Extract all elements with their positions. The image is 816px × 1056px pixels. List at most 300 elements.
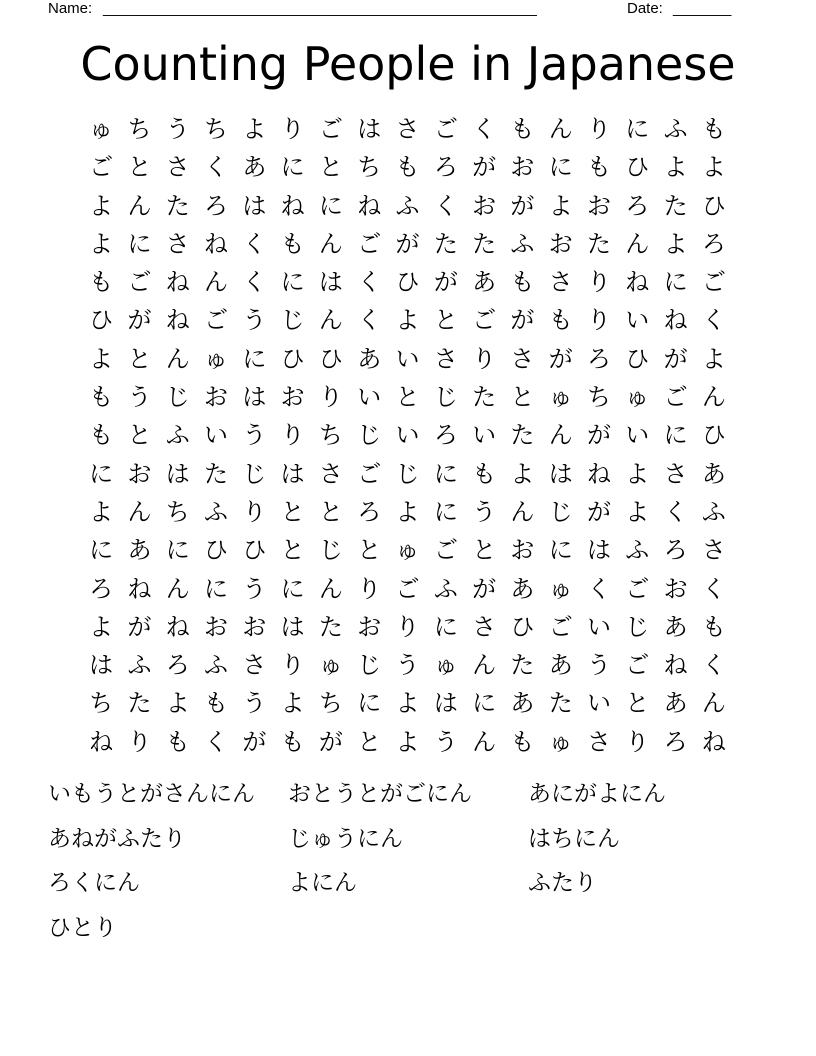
grid-cell[interactable]: よ [701, 153, 726, 182]
grid-cell[interactable]: く [242, 268, 267, 297]
grid-cell[interactable]: よ [510, 459, 535, 488]
grid-cell[interactable]: に [89, 459, 114, 488]
grid-cell[interactable]: よ [625, 459, 650, 488]
grid-cell[interactable]: い [625, 306, 650, 335]
grid-cell[interactable]: い [625, 421, 650, 450]
word-list-item: ろくにん [48, 870, 140, 896]
date-label: Date: [627, 0, 663, 17]
grid-cell[interactable]: ご [127, 268, 152, 297]
grid-cell[interactable]: ゅ [395, 536, 420, 565]
grid-cell[interactable]: さ [242, 651, 267, 680]
grid-cell[interactable]: も [280, 229, 305, 258]
grid-cell[interactable]: も [510, 115, 535, 143]
grid-cell[interactable]: も [548, 306, 573, 335]
grid-cell[interactable]: あ [510, 574, 535, 603]
grid-cell[interactable]: ご [395, 574, 420, 603]
grid-cell[interactable]: ね [165, 612, 190, 641]
grid-cell[interactable]: い [395, 344, 420, 373]
grid-cell[interactable]: よ [165, 689, 190, 718]
grid-cell[interactable]: い [357, 383, 382, 412]
grid-cell[interactable]: り [587, 306, 611, 335]
grid-cell[interactable]: ご [433, 536, 458, 565]
grid-cell[interactable]: り [587, 115, 611, 143]
grid-cell[interactable]: ち [127, 115, 152, 143]
grid-cell[interactable]: と [510, 383, 535, 412]
grid-cell[interactable]: ひ [242, 536, 267, 565]
word-list-item: じゅうにん [288, 825, 403, 852]
grid-cell[interactable]: ち [318, 689, 343, 718]
grid-cell[interactable]: り [357, 574, 382, 603]
grid-cell[interactable]: が [127, 306, 152, 335]
grid-cell[interactable]: に [663, 268, 688, 297]
grid-cell[interactable]: ろ [357, 497, 382, 526]
grid-cell[interactable]: も [165, 727, 190, 756]
grid-cell[interactable]: ん [165, 344, 190, 373]
grid-cell[interactable]: た [127, 689, 152, 718]
grid-cell[interactable]: と [127, 153, 152, 182]
grid-cell[interactable]: ふ [204, 497, 229, 526]
grid-cell[interactable]: さ [587, 727, 611, 756]
grid-cell[interactable]: が [587, 421, 611, 450]
grid-cell[interactable]: に [433, 497, 458, 526]
grid-cell[interactable]: り [625, 727, 650, 756]
grid-cell[interactable]: が [472, 574, 497, 603]
grid-cell[interactable]: ご [472, 306, 497, 335]
grid-cell[interactable]: ゅ [433, 651, 458, 680]
grid-cell[interactable]: と [318, 153, 343, 182]
grid-cell[interactable]: に [165, 536, 190, 565]
grid-cell[interactable]: り [395, 612, 420, 641]
grid-cell[interactable]: よ [280, 689, 305, 718]
grid-cell[interactable]: じ [318, 536, 343, 565]
grid-cell[interactable]: は [165, 459, 190, 488]
grid-cell[interactable]: ゅ [318, 651, 343, 680]
grid-cell[interactable]: ふ [204, 651, 229, 680]
grid-cell[interactable]: う [395, 651, 420, 680]
grid-cell[interactable]: お [587, 191, 611, 220]
grid-cell[interactable]: に [663, 421, 688, 450]
grid-cell[interactable]: に [472, 689, 497, 718]
grid-cell[interactable]: は [89, 651, 114, 680]
grid-cell[interactable]: さ [663, 459, 688, 488]
grid-cell[interactable]: り [587, 268, 611, 297]
date-blank-line: _______ [673, 0, 732, 17]
grid-cell[interactable]: に [280, 574, 305, 603]
grid-cell[interactable]: と [127, 344, 152, 373]
grid-cell[interactable]: ご [89, 153, 114, 182]
grid-cell[interactable]: が [663, 344, 688, 373]
grid-cell[interactable]: ろ [433, 421, 458, 450]
grid-cell[interactable]: さ [510, 344, 535, 373]
grid-cell[interactable]: ん [318, 574, 343, 603]
grid-cell[interactable]: ひ [701, 191, 726, 220]
grid-cell[interactable]: く [357, 268, 382, 297]
grid-cell[interactable]: も [701, 115, 726, 143]
grid-cell[interactable]: り [318, 383, 343, 412]
grid-cell[interactable]: ひ [204, 536, 229, 565]
grid-cell[interactable]: よ [242, 115, 267, 143]
word-list-item: あねがふたり [48, 825, 186, 852]
grid-cell[interactable]: ん [127, 497, 152, 526]
word-list-item: いもうとがさんにん [48, 781, 255, 807]
grid-cell[interactable]: じ [165, 383, 190, 412]
grid-cell[interactable]: よ [625, 497, 650, 526]
grid-cell[interactable]: ち [165, 497, 190, 526]
grid-cell[interactable]: じ [242, 459, 267, 488]
grid-cell[interactable]: ひ [510, 612, 535, 641]
grid-cell[interactable]: ち [318, 421, 343, 450]
grid-cell[interactable]: さ [433, 344, 458, 373]
grid-cell[interactable]: う [242, 689, 267, 718]
grid-cell[interactable]: に [204, 574, 229, 603]
grid-cell[interactable]: ゅ [204, 344, 229, 373]
grid-cell[interactable]: ち [357, 153, 382, 182]
grid-cell[interactable]: じ [357, 421, 382, 450]
grid-cell[interactable]: と [357, 536, 382, 565]
grid-cell[interactable]: く [433, 191, 458, 220]
grid-cell[interactable]: が [510, 306, 535, 335]
grid-cell[interactable]: と [625, 689, 650, 718]
grid-cell[interactable]: も [89, 383, 114, 412]
grid-cell[interactable]: ご [548, 612, 573, 641]
grid-cell[interactable]: よ [701, 344, 726, 373]
grid-cell[interactable]: と [127, 421, 152, 450]
grid-cell[interactable]: く [357, 306, 382, 335]
grid-cell[interactable]: と [280, 536, 305, 565]
grid-cell[interactable]: は [280, 612, 305, 641]
grid-cell[interactable]: あ [701, 459, 726, 488]
grid-cell[interactable]: ふ [127, 651, 152, 680]
grid-cell[interactable]: ゅ [625, 383, 650, 412]
grid-cell[interactable]: さ [395, 115, 420, 143]
grid-cell[interactable]: う [242, 306, 267, 335]
grid-cell[interactable]: さ [472, 612, 497, 641]
grid-cell[interactable]: ん [510, 497, 535, 526]
grid-cell[interactable]: は [242, 383, 267, 412]
grid-cell[interactable]: ゅ [548, 574, 573, 603]
grid-cell[interactable]: ん [127, 191, 152, 220]
grid-cell[interactable]: よ [395, 689, 420, 718]
word-list-item: あにがよにん [528, 781, 666, 807]
grid-cell[interactable]: よ [89, 229, 114, 258]
grid-cell[interactable]: お [204, 383, 229, 412]
grid-cell[interactable]: お [204, 612, 229, 641]
grid-cell[interactable]: じ [625, 612, 650, 641]
grid-cell[interactable]: あ [242, 153, 267, 182]
grid-cell[interactable]: ろ [587, 344, 611, 373]
grid-cell[interactable]: よ [663, 153, 688, 182]
grid-cell[interactable]: が [395, 229, 420, 258]
grid-cell[interactable]: い [204, 421, 229, 450]
grid-cell[interactable]: に [89, 536, 114, 565]
word-list-item: ふたり [528, 870, 597, 896]
grid-cell[interactable]: お [472, 191, 497, 220]
grid-cell[interactable]: く [242, 229, 267, 258]
grid-cell[interactable]: が [433, 268, 458, 297]
grid-cell[interactable]: ご [663, 383, 688, 412]
grid-cell[interactable]: は [548, 459, 573, 488]
grid-cell[interactable]: ろ [701, 229, 726, 258]
grid-cell[interactable]: た [472, 383, 497, 412]
grid-cell[interactable]: じ [433, 383, 458, 412]
grid-cell[interactable]: り [280, 421, 305, 450]
grid-cell[interactable]: ね [165, 268, 190, 297]
grid-cell[interactable]: が [587, 497, 611, 526]
grid-cell[interactable]: ろ [625, 191, 650, 220]
grid-cell[interactable]: あ [663, 689, 688, 718]
grid-cell[interactable]: さ [548, 268, 573, 297]
grid-cell[interactable]: ん [625, 229, 650, 258]
grid-cell[interactable]: ね [127, 574, 152, 603]
grid-cell[interactable]: に [548, 153, 573, 182]
grid-cell[interactable]: り [472, 344, 497, 373]
grid-cell[interactable]: ん [701, 689, 726, 718]
grid-cell[interactable]: も [395, 153, 420, 182]
grid-cell[interactable]: く [701, 306, 726, 335]
grid-cell[interactable]: ん [548, 421, 573, 450]
grid-cell[interactable]: ひ [395, 268, 420, 297]
grid-cell[interactable]: お [127, 459, 152, 488]
grid-cell[interactable]: ん [472, 651, 497, 680]
grid-cell[interactable]: と [395, 383, 420, 412]
grid-cell[interactable]: さ [165, 229, 190, 258]
grid-cell[interactable]: さ [165, 153, 190, 182]
grid-cell[interactable]: じ [395, 459, 420, 488]
grid-cell[interactable]: ご [701, 268, 726, 297]
grid-cell[interactable]: り [280, 651, 305, 680]
grid-cell[interactable]: い [587, 689, 611, 718]
grid-cell[interactable]: に [318, 191, 343, 220]
grid-cell[interactable]: ね [89, 727, 114, 756]
grid-cell[interactable]: く [204, 153, 229, 182]
grid-cell[interactable]: り [127, 727, 152, 756]
grid-cell[interactable]: ひ [318, 344, 343, 373]
grid-cell[interactable]: ひ [89, 306, 114, 335]
grid-cell[interactable]: お [510, 153, 535, 182]
grid-cell[interactable]: あ [510, 689, 535, 718]
grid-cell[interactable]: く [701, 651, 726, 680]
grid-cell[interactable]: い [472, 421, 497, 450]
grid-cell[interactable]: お [663, 574, 688, 603]
grid-cell[interactable]: た [510, 421, 535, 450]
grid-cell[interactable]: も [510, 727, 535, 756]
grid-cell[interactable]: う [587, 651, 611, 680]
grid-cell[interactable]: う [242, 421, 267, 450]
grid-cell[interactable]: よ [89, 344, 114, 373]
grid-cell[interactable]: ん [472, 727, 497, 756]
grid-cell[interactable]: よ [395, 727, 420, 756]
grid-cell[interactable]: ね [357, 191, 382, 220]
grid-cell[interactable]: に [548, 536, 573, 565]
grid-cell[interactable]: ん [204, 268, 229, 297]
grid-cell[interactable]: ふ [165, 421, 190, 450]
grid-cell[interactable]: あ [663, 612, 688, 641]
grid-cell[interactable]: う [433, 727, 458, 756]
grid-cell[interactable]: ち [89, 689, 114, 718]
grid-cell[interactable]: り [280, 115, 305, 143]
grid-cell[interactable]: ひ [701, 421, 726, 450]
grid-cell[interactable]: く [472, 115, 497, 143]
name-label: Name: [48, 0, 93, 17]
grid-cell[interactable]: ひ [280, 344, 305, 373]
grid-cell[interactable]: も [587, 153, 611, 182]
grid-cell[interactable]: が [472, 153, 497, 182]
grid-cell[interactable]: ご [625, 651, 650, 680]
grid-cell[interactable]: た [510, 651, 535, 680]
grid-cell[interactable]: く [587, 574, 611, 603]
grid-cell[interactable]: ろ [663, 727, 688, 756]
grid-cell[interactable]: ち [204, 115, 229, 143]
grid-cell[interactable]: た [433, 229, 458, 258]
grid-cell[interactable]: よ [395, 306, 420, 335]
grid-cell[interactable]: ご [204, 306, 229, 335]
grid-cell[interactable]: た [587, 229, 611, 258]
grid-cell[interactable]: さ [318, 459, 343, 488]
grid-cell[interactable]: と [280, 497, 305, 526]
grid-cell[interactable]: ひ [625, 153, 650, 182]
grid-cell[interactable]: い [587, 612, 611, 641]
grid-cell[interactable]: よ [89, 497, 114, 526]
grid-cell[interactable]: あ [357, 344, 382, 373]
grid-cell[interactable]: ご [625, 574, 650, 603]
grid-cell[interactable]: ふ [625, 536, 650, 565]
grid-cell[interactable]: た [165, 191, 190, 220]
grid-cell[interactable]: ろ [89, 574, 114, 603]
grid-cell[interactable]: ね [701, 727, 726, 756]
grid-cell[interactable]: も [204, 689, 229, 718]
grid-cell[interactable]: に [242, 344, 267, 373]
grid-cell[interactable]: に [280, 268, 305, 297]
grid-cell[interactable]: は [242, 191, 267, 220]
grid-cell[interactable]: ふ [395, 191, 420, 220]
grid-cell[interactable]: よ [663, 229, 688, 258]
grid-cell[interactable]: と [357, 727, 382, 756]
grid-cell[interactable]: ね [204, 229, 229, 258]
grid-cell[interactable]: ゅ [548, 383, 573, 412]
grid-cell[interactable]: ふ [701, 497, 726, 526]
grid-cell[interactable]: ふ [510, 229, 535, 258]
grid-cell[interactable]: う [242, 574, 267, 603]
grid-cell[interactable]: た [472, 229, 497, 258]
grid-cell[interactable]: が [510, 191, 535, 220]
grid-cell[interactable]: う [127, 383, 152, 412]
grid-cell[interactable]: お [510, 536, 535, 565]
grid-cell[interactable]: が [242, 727, 267, 756]
grid-cell[interactable]: く [701, 574, 726, 603]
grid-cell[interactable]: じ [280, 306, 305, 335]
grid-cell[interactable]: に [625, 115, 650, 143]
grid-cell[interactable]: と [318, 497, 343, 526]
grid-cell[interactable]: よ [548, 191, 573, 220]
grid-cell[interactable]: り [242, 497, 267, 526]
grid-cell[interactable]: ん [318, 229, 343, 258]
grid-cell[interactable]: が [127, 612, 152, 641]
grid-cell[interactable]: ご [318, 115, 343, 143]
grid-cell[interactable]: ふ [433, 574, 458, 603]
grid-cell[interactable]: じ [357, 651, 382, 680]
grid-cell[interactable]: も [89, 421, 114, 450]
grid-cell[interactable]: ね [165, 306, 190, 335]
worksheet-header [48, 0, 740, 18]
grid-cell[interactable]: に [433, 612, 458, 641]
grid-cell[interactable]: よ [395, 497, 420, 526]
grid-cell[interactable]: は [318, 268, 343, 297]
grid-cell[interactable]: も [89, 268, 114, 297]
grid-cell[interactable]: よ [89, 612, 114, 641]
grid-cell[interactable]: ろ [204, 191, 229, 220]
grid-cell[interactable]: く [204, 727, 229, 756]
grid-cell[interactable]: さ [701, 536, 726, 565]
grid-cell[interactable]: ろ [433, 153, 458, 182]
grid-cell[interactable]: に [357, 689, 382, 718]
grid-cell[interactable]: あ [472, 268, 497, 297]
grid-cell[interactable]: ろ [663, 536, 688, 565]
grid-cell[interactable]: ご [357, 459, 382, 488]
grid-cell[interactable]: ご [433, 115, 458, 143]
grid-cell[interactable]: が [548, 344, 573, 373]
grid-cell[interactable]: く [663, 497, 688, 526]
grid-cell[interactable]: に [280, 153, 305, 182]
grid-cell[interactable]: も [280, 727, 305, 756]
grid-cell[interactable]: も [472, 459, 497, 488]
grid-cell[interactable]: あ [548, 651, 573, 680]
grid-cell[interactable]: じ [548, 497, 573, 526]
grid-cell[interactable]: ひ [625, 344, 650, 373]
grid-cell[interactable]: が [318, 727, 343, 756]
grid-cell[interactable]: ん [165, 574, 190, 603]
grid-cell[interactable]: に [127, 229, 152, 258]
grid-cell[interactable]: あ [127, 536, 152, 565]
grid-cell[interactable]: た [204, 459, 229, 488]
grid-cell[interactable]: ん [548, 115, 573, 143]
grid-cell[interactable]: ね [663, 651, 688, 680]
grid-cell[interactable]: お [548, 229, 573, 258]
grid-cell[interactable]: う [165, 115, 190, 143]
grid-cell[interactable]: い [395, 421, 420, 450]
grid-cell[interactable]: ご [357, 229, 382, 258]
grid-cell[interactable]: た [548, 689, 573, 718]
grid-cell[interactable]: は [280, 459, 305, 488]
grid-cell[interactable]: ゅ [89, 115, 114, 143]
grid-cell[interactable]: ろ [165, 651, 190, 680]
page-title: Counting People in Japanese [80, 37, 736, 91]
grid-cell[interactable]: お [357, 612, 382, 641]
grid-cell[interactable]: は [433, 689, 458, 718]
grid-cell[interactable]: も [510, 268, 535, 297]
grid-cell[interactable]: と [472, 536, 497, 565]
grid-cell[interactable]: ん [318, 306, 343, 335]
grid-cell[interactable]: よ [89, 191, 114, 220]
grid-cell[interactable]: う [472, 497, 497, 526]
grid-cell[interactable]: は [357, 115, 382, 143]
grid-cell[interactable]: ね [587, 459, 611, 488]
grid-cell[interactable]: ね [280, 191, 305, 220]
grid-cell[interactable]: ね [625, 268, 650, 297]
grid-cell[interactable]: ね [663, 306, 688, 335]
grid-cell[interactable]: ち [587, 383, 611, 412]
grid-cell[interactable]: た [318, 612, 343, 641]
grid-cell[interactable]: ん [701, 383, 726, 412]
grid-cell[interactable]: も [701, 612, 726, 641]
grid-cell[interactable]: ゅ [548, 727, 573, 756]
grid-cell[interactable]: は [587, 536, 611, 565]
grid-cell[interactable]: た [663, 191, 688, 220]
grid-cell[interactable]: と [433, 306, 458, 335]
grid-cell[interactable]: ふ [663, 115, 688, 143]
grid-cell[interactable]: に [433, 459, 458, 488]
grid-cell[interactable]: お [242, 612, 267, 641]
grid-cell[interactable]: お [280, 383, 305, 412]
